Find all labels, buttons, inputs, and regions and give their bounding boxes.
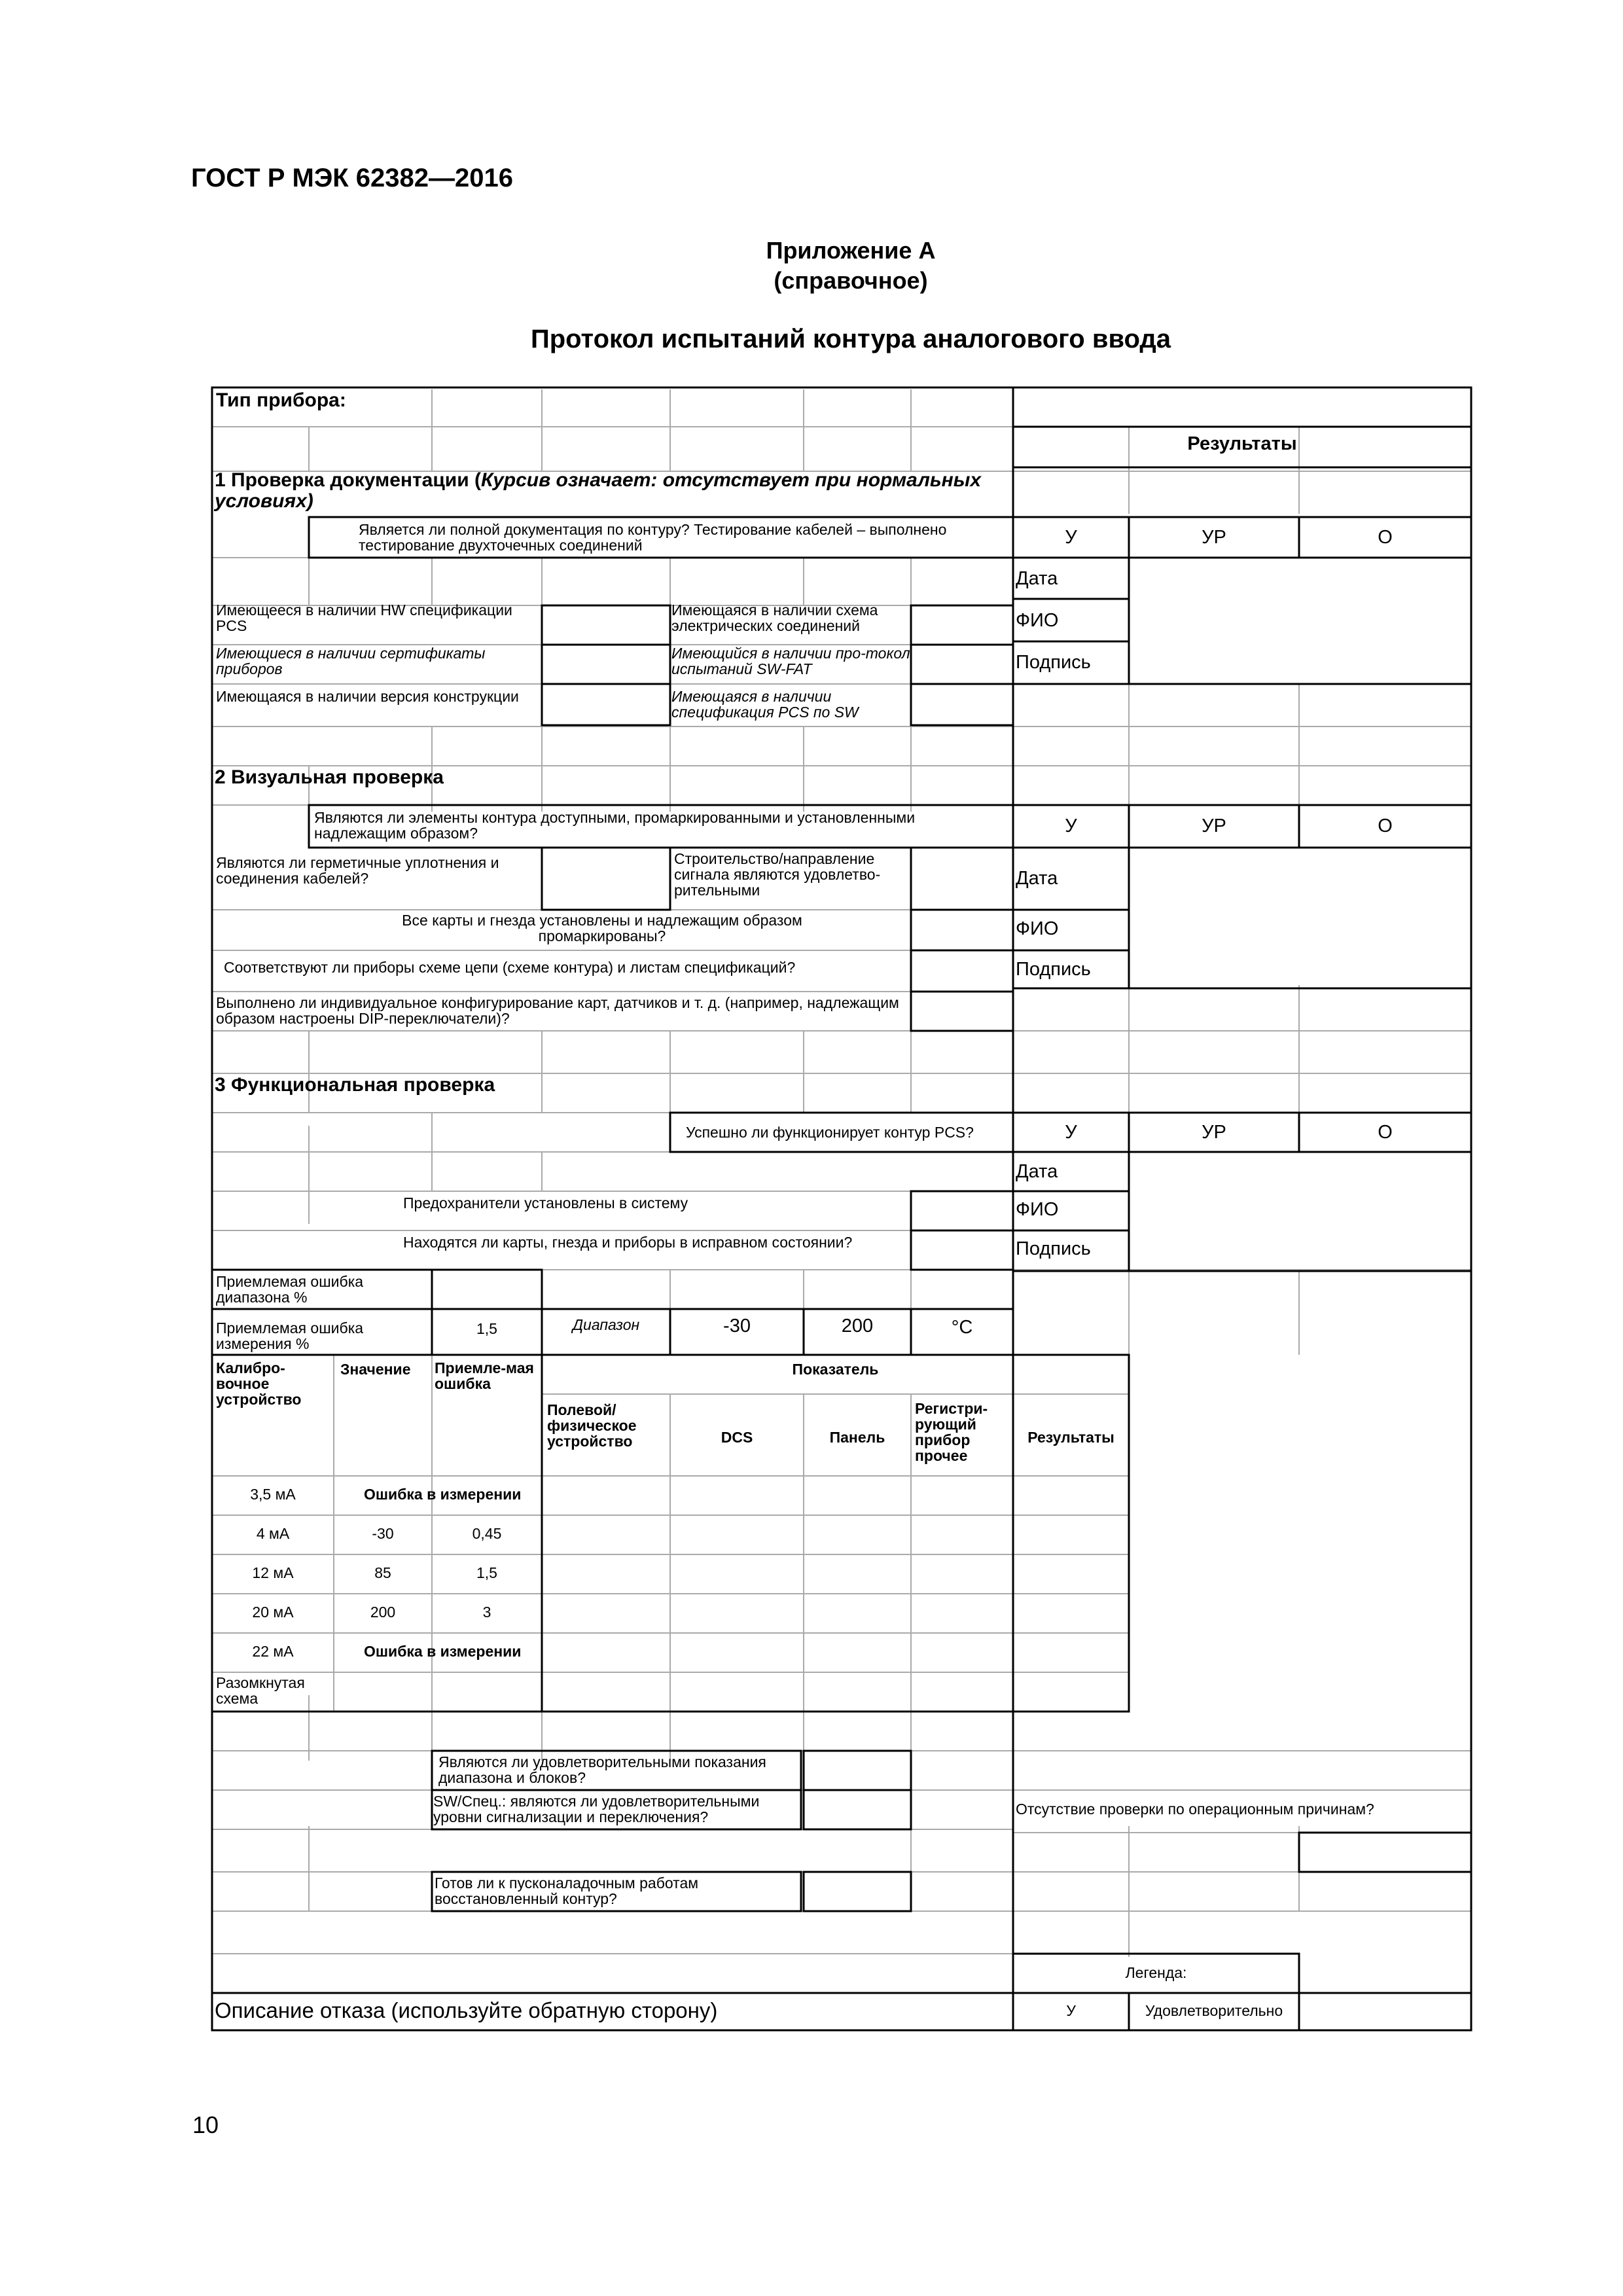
cal-cell-field-device[interactable] (543, 1634, 669, 1671)
section1-item-hw-spec: Имеющееся в наличии HW спецификации PCS (216, 601, 512, 634)
cal-cell-field-device[interactable] (543, 1477, 669, 1514)
cal-row-value[interactable]: 200 (370, 1604, 396, 1621)
section1-title (215, 470, 1007, 512)
cal-row-device: 4 мА (256, 1525, 290, 1542)
footer-q-range: Являются ли удовлетворительными показания диапазона и блоков? (438, 1753, 766, 1786)
footer-q-sw: SW/Спец.: являются ли удовлетворительными уровни сигнализации и переключения? (433, 1793, 760, 1825)
section3-cards-ok: Находятся ли карты, гнезда и приборы в исправном состоянии? (403, 1234, 853, 1251)
cal-cell-dcs[interactable] (671, 1516, 802, 1553)
footer-check-ready[interactable] (805, 1873, 910, 1910)
cal-cell-field-device[interactable] (543, 1595, 669, 1632)
section3-fio-label: ФИО (1016, 1199, 1059, 1220)
section1-title-prefix: 1 Проверка документации ( (215, 469, 482, 491)
cal-row-measurement-error-note: Ошибка в измерении (364, 1486, 522, 1503)
section3-question: Успешно ли функционирует контур PCS? (686, 1124, 974, 1141)
cal-cell-dcs[interactable] (671, 1477, 802, 1514)
section2-code-o[interactable]: О (1378, 816, 1393, 836)
section3-date-label: Дата (1016, 1161, 1058, 1182)
section1-title-italic: Курсив означает: отсутствует при нормальных условиях) (215, 469, 982, 512)
cal-cell-panel[interactable] (805, 1516, 910, 1553)
section2-code-ur[interactable]: УР (1202, 816, 1226, 836)
section1-check-hw-spec[interactable] (543, 607, 669, 643)
footer-check-no-check[interactable] (1300, 1834, 1470, 1871)
cal-row-value[interactable]: -30 (372, 1525, 394, 1542)
cal-cell-field-device[interactable] (543, 1674, 669, 1710)
cal-cell-results[interactable] (1014, 1556, 1128, 1592)
cal-cell-recorder[interactable] (912, 1556, 1012, 1592)
section2-check-cards[interactable] (912, 911, 1012, 949)
cal-cell-results[interactable] (1014, 1516, 1128, 1553)
footer-check-sw[interactable] (805, 1791, 910, 1828)
cal-cell-recorder[interactable] (912, 1674, 1012, 1710)
cal-cell-results[interactable] (1014, 1674, 1128, 1710)
cal-row-acceptable-error[interactable]: 3 (482, 1604, 491, 1621)
measurement-error-value[interactable]: 1,5 (476, 1320, 497, 1337)
section2-cards: Все карты и гнезда установлены и надлежащим образом промаркированы? (402, 912, 802, 944)
section3-title: 3 Функциональная проверка (215, 1074, 495, 1096)
device-type-label: Тип прибора: (216, 389, 346, 411)
legend-code: У (1066, 2002, 1076, 2019)
cal-cell-recorder[interactable] (912, 1516, 1012, 1553)
section3-code-ur[interactable]: УР (1202, 1122, 1226, 1143)
cal-cell-panel[interactable] (805, 1556, 910, 1592)
section3-code-u[interactable]: У (1065, 1122, 1077, 1143)
cal-cell-dcs[interactable] (671, 1556, 802, 1592)
section3-code-o[interactable]: О (1378, 1122, 1393, 1143)
cal-cell-recorder[interactable] (912, 1477, 1012, 1514)
cal-cell-recorder[interactable] (912, 1634, 1012, 1671)
cal-cell-dcs[interactable] (671, 1595, 802, 1632)
section1-item-wiring-diagram: Имеющаяся в наличии схема электрических соединений (671, 601, 878, 634)
section2-check-config[interactable] (912, 993, 1012, 1030)
section2-check-signal[interactable] (912, 849, 1012, 908)
footer-no-check: Отсутствие проверки по операционным причинам? (1016, 1801, 1374, 1818)
section1-check-wiring-diagram[interactable] (912, 607, 1012, 643)
section1-check-design-version[interactable] (543, 685, 669, 724)
failure-description-label: Описание отказа (используйте обратную сторону) (215, 1998, 718, 2022)
section1-signature-label: Подпись (1016, 652, 1091, 673)
range-error-label: Приемлемая ошибка диапазона % (216, 1273, 364, 1306)
section1-date-label: Дата (1016, 568, 1058, 589)
range-label: Диапазон (572, 1316, 640, 1333)
footer-q-ready: Готов ли к пусконаладочным работам восстановленный контур? (435, 1874, 699, 1907)
section2-scheme: Соответствуют ли приборы схеме цепи (схеме контура) и листам спецификаций? (224, 959, 796, 976)
cal-row-acceptable-error[interactable]: 1,5 (476, 1564, 497, 1581)
cal-indicator-header: Показатель (792, 1361, 879, 1378)
section3-check-cards-ok[interactable] (912, 1232, 1012, 1268)
cal-row-device: 22 мА (252, 1643, 294, 1660)
cal-cell-field-device[interactable] (543, 1516, 669, 1553)
cal-cell-results[interactable] (1014, 1595, 1128, 1632)
results-header: Результаты (1187, 433, 1297, 454)
section1-item-sw-fat: Имеющийся в наличии про-токол испытаний SW-FAT (671, 645, 910, 677)
legend-extra-field[interactable] (1300, 1994, 1470, 2029)
cal-cell-panel[interactable] (805, 1595, 910, 1632)
footer-check-range[interactable] (805, 1752, 910, 1789)
cal-sub-dcs: DCS (721, 1429, 753, 1446)
section2-date-label: Дата (1016, 868, 1058, 889)
cal-col-value: Значение (340, 1361, 411, 1378)
range-unit: °C (951, 1317, 973, 1338)
cal-row-acceptable-error[interactable]: 0,45 (472, 1525, 502, 1542)
cal-cell-field-device[interactable] (543, 1556, 669, 1592)
section1-question: Является ли полной документация по контуру? Тестирование кабелей – выполнено тестирование двухточечных соединений (359, 521, 947, 554)
cal-sub-panel: Панель (829, 1429, 885, 1446)
cal-sub-recorder: Регистри-рующий прибор прочее (915, 1400, 988, 1464)
cal-cell-dcs[interactable] (671, 1674, 802, 1710)
legend-meaning: Удовлетворительно (1145, 2002, 1283, 2019)
section1-item-certificates: Имеющиеся в наличии сертификаты приборов (216, 645, 486, 677)
range-max[interactable]: 200 (841, 1316, 874, 1336)
section2-signal: Строительство/направление сигнала являются удовлетво-рительными (674, 850, 881, 899)
section2-seals: Являются ли герметичные уплотнения и соединения кабелей? (216, 854, 499, 887)
section1-item-pcs-sw-spec: Имеющаяся в наличии спецификация PCS по SW (671, 688, 859, 721)
section2-title: 2 Визуальная проверка (215, 766, 444, 788)
cal-cell-panel[interactable] (805, 1634, 910, 1671)
cal-row-device: 3,5 мА (250, 1486, 296, 1503)
cal-row-device: 12 мА (252, 1564, 294, 1581)
cal-cell-dcs[interactable] (671, 1634, 802, 1671)
cal-cell-results[interactable] (1014, 1477, 1128, 1514)
section2-question: Являются ли элементы контура доступными, промаркированными и установленными надлежащим образом? (314, 809, 916, 842)
cal-row-device: Разомкнутая схема (216, 1674, 305, 1707)
document-title: Протокол испытаний контура аналогового ввода (530, 325, 1171, 353)
standard-designation: ГОСТ Р МЭК 62382—2016 (191, 164, 514, 192)
cal-cell-results[interactable] (1014, 1634, 1128, 1671)
annex-type: (справочное) (774, 267, 928, 294)
range-min[interactable]: -30 (723, 1316, 751, 1336)
cal-sub-field-device: Полевой/ физическое устройство (547, 1401, 637, 1450)
section2-config: Выполнено ли индивидуальное конфигурирование карт, датчиков и т. д. (например, надлежащим образом настроены DIP-переключатели)? (216, 994, 899, 1027)
section1-code-o[interactable]: О (1378, 527, 1393, 548)
cal-cell-recorder[interactable] (912, 1595, 1012, 1632)
cal-row-measurement-error-note: Ошибка в измерении (364, 1643, 522, 1660)
annex-title: Приложение А (766, 237, 936, 264)
cal-cell-panel[interactable] (805, 1674, 910, 1710)
section1-check-sw-fat[interactable] (912, 646, 1012, 683)
section1-fio-label: ФИО (1016, 610, 1059, 631)
section1-check-pcs-sw-spec[interactable] (912, 685, 1012, 724)
section1-code-u[interactable]: У (1065, 527, 1077, 548)
legend-label: Легенда: (1125, 1964, 1187, 1981)
page-number: 10 (192, 2111, 219, 2138)
section3-check-fuses[interactable] (912, 1193, 1012, 1229)
measurement-error-label: Приемлемая ошибка измерения % (216, 1319, 364, 1352)
section1-code-ur[interactable]: УР (1202, 527, 1226, 548)
section2-signature-label: Подпись (1016, 959, 1091, 980)
cal-sub-results: Результаты (1027, 1429, 1115, 1446)
cal-row-value[interactable]: 85 (374, 1564, 391, 1581)
cal-row-device: 20 мА (252, 1604, 294, 1621)
section2-check-scheme[interactable] (912, 952, 1012, 990)
section1-item-design-version: Имеющаяся в наличии версия конструкции (216, 688, 519, 705)
section2-check-seals[interactable] (543, 849, 669, 908)
cal-col-device: Калибро-вочное устройство (216, 1359, 302, 1408)
cal-col-error: Приемле-мая ошибка (435, 1359, 534, 1392)
device-type-field[interactable] (550, 390, 1008, 424)
section2-code-u[interactable]: У (1065, 816, 1077, 836)
section3-signature-label: Подпись (1016, 1238, 1091, 1259)
section2-fio-label: ФИО (1016, 918, 1059, 939)
section1-check-certificates[interactable] (543, 646, 669, 683)
cal-cell-panel[interactable] (805, 1477, 910, 1514)
section3-fuses: Предохранители установлены в систему (403, 1194, 688, 1211)
